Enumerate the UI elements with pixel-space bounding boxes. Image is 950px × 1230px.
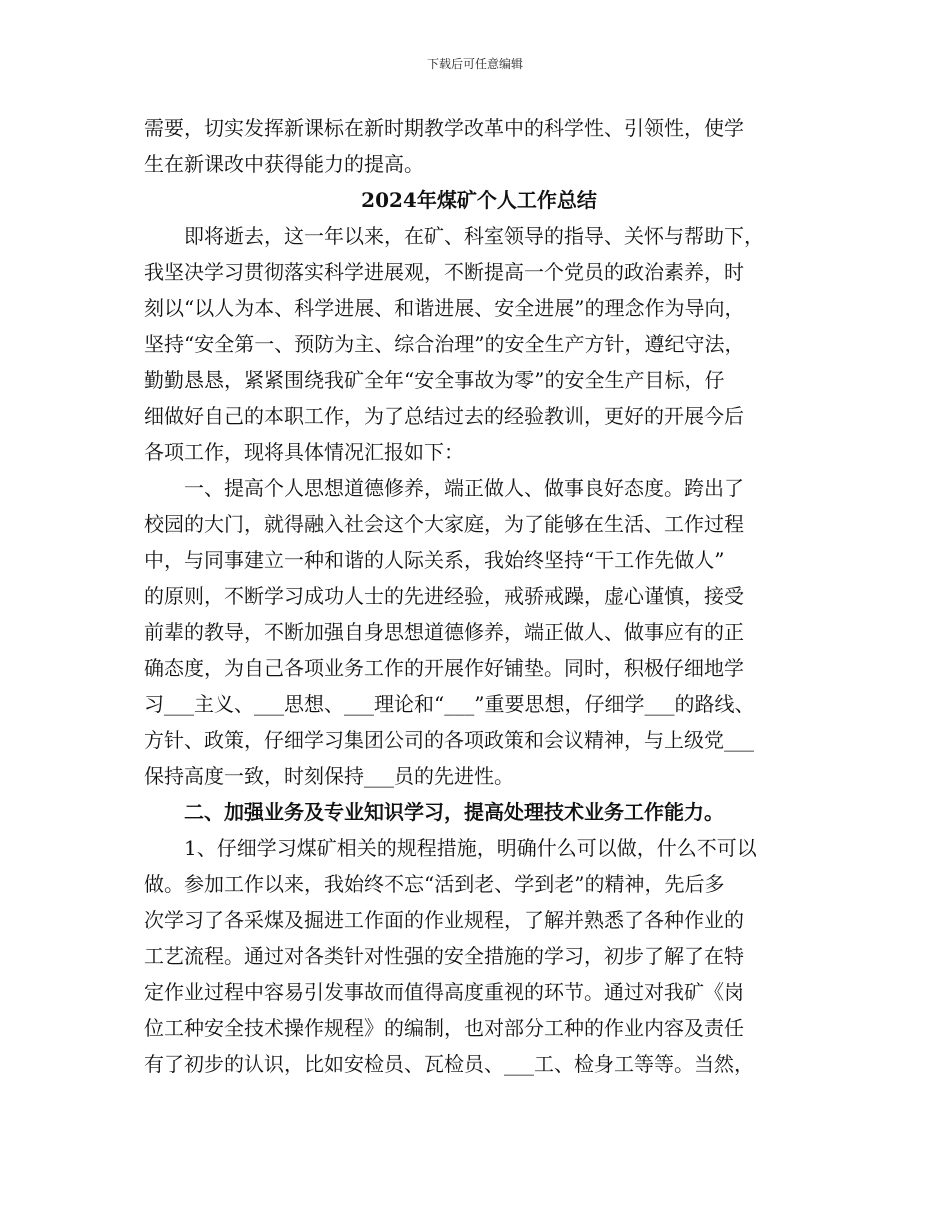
paragraph-line: 勤勤恳恳，紧紧围绕我矿全年“安全事故为零”的安全生产目标，仔 bbox=[144, 368, 725, 392]
paragraph-line: 各项工作，现将具体情况汇报如下： bbox=[144, 440, 464, 464]
paragraph-line: 一、提高个人思想道德修养，端正做人、做事良好态度。跨出了 bbox=[144, 476, 744, 500]
paragraph-line: 即将逝去，这一年以来，在矿、科室领导的指导、关怀与帮助下， bbox=[144, 224, 764, 248]
document-title: 2024年煤矿个人工作总结 bbox=[361, 188, 597, 212]
paragraph-line: 方针、政策，仔细学习集团公司的各项政策和会议精神，与上级党___ bbox=[144, 728, 754, 752]
paragraph-line: 习___主义、___思想、___理论和“___”重要思想，仔细学___的路线、 bbox=[144, 692, 755, 716]
paragraph-line: 工艺流程。通过对各类针对性强的安全措施的学习，初步了解了在特 bbox=[144, 944, 744, 968]
paragraph-line: 前辈的教导，不断加强自身思想道德修养，端正做人、做事应有的正 bbox=[144, 620, 744, 644]
paragraph-line: 坚持“安全第一、预防为主、综合治理”的安全生产方针，遵纪守法， bbox=[144, 332, 745, 356]
paragraph-line: 生在新课改中获得能力的提高。 bbox=[144, 152, 424, 176]
header-note: 下载后可任意编辑 bbox=[426, 57, 523, 71]
document-body bbox=[144, 110, 824, 1082]
section-two-heading: 二、加强业务及专业知识学习，提高处理技术业务工作能力。 bbox=[144, 800, 724, 824]
paragraph-line: 刻以“以人为本、科学进展、和谐进展、安全进展”的理念作为导向， bbox=[144, 296, 745, 320]
paragraph-line: 做。参加工作以来，我始终不忘“活到老、学到老”的精神，先后多 bbox=[144, 872, 725, 896]
paragraph-line: 校园的大门，就得融入社会这个大家庭，为了能够在生活、工作过程 bbox=[144, 512, 744, 536]
paragraph-line: 1、仔细学习煤矿相关的规程措施，明确什么可以做，什么不可以 bbox=[144, 836, 757, 860]
paragraph-line: 我坚决学习贯彻落实科学进展观，不断提高一个党员的政治素养，时 bbox=[144, 260, 744, 284]
paragraph-line: 有了初步的认识，比如安检员、瓦检员、___工、检身工等等。当然， bbox=[144, 1052, 754, 1076]
paragraph-line: 的原则，不断学习成功人士的先进经验，戒骄戒躁，虚心谨慎，接受 bbox=[144, 584, 744, 608]
paragraph-line: 次学习了各采煤及掘进工作面的作业规程，了解并熟悉了各种作业的 bbox=[144, 908, 744, 932]
paragraph-line: 位工种安全技术操作规程》的编制，也对部分工种的作业内容及责任 bbox=[144, 1016, 744, 1040]
paragraph-line: 保持高度一致，时刻保持___员的先进性。 bbox=[144, 764, 514, 788]
paragraph-line: 需要，切实发挥新课标在新时期教学改革中的科学性、引领性，使学 bbox=[144, 116, 744, 140]
paragraph-line: 细做好自己的本职工作，为了总结过去的经验教训，更好的开展今后 bbox=[144, 404, 744, 428]
paragraph-line: 定作业过程中容易引发事故而值得高度重视的环节。通过对我矿《岗 bbox=[144, 980, 744, 1004]
paragraph-line: 确态度，为自己各项业务工作的开展作好铺垫。同时，积极仔细地学 bbox=[144, 656, 744, 680]
paragraph-line: 中，与同事建立一种和谐的人际关系，我始终坚持“干工作先做人” bbox=[144, 548, 725, 572]
